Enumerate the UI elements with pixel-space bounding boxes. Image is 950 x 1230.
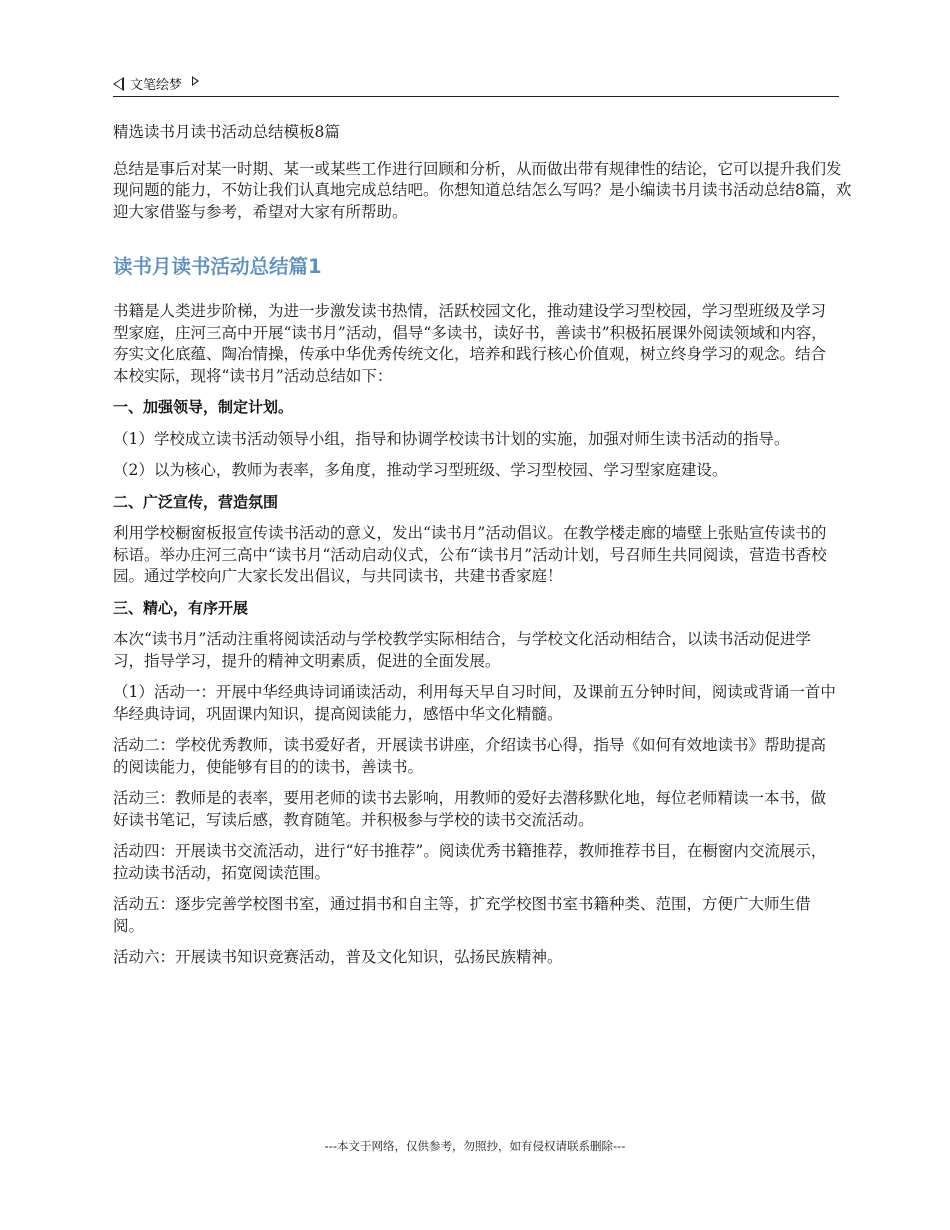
paragraph: 活动三：教师是的表率，要用老师的读书去影响，用教师的爱好去潜移默化地，每位老师精读一本书，做好读书笔记，写读后感，教育随笔。并积极参与学校的读书交流活动。	[113, 789, 827, 829]
paragraph: 活动六：开展读书知识竞赛活动，普及文化知识，弘扬民族精神。	[113, 948, 563, 966]
paragraph: （2）以为核心，教师为表率，多角度，推动学习型班级、学习型校园、学习型家庭建设。	[113, 461, 728, 479]
paragraph: 活动五：逐步完善学校图书室，通过捐书和自主等，扩充学校图书室书籍种类、范围，方便广大师生借阅。	[113, 895, 811, 935]
section-content	[113, 301, 839, 969]
paragraph: （1）学校成立读书活动领导小组，指导和协调学校读书计划的实施，加强对师生读书活动的指导。	[113, 429, 790, 448]
brand-text: 文笔绘梦	[130, 78, 183, 93]
section-title: 读书月读书活动总结篇1	[113, 255, 322, 278]
subheading: 二、广泛宣传，营造氛围	[113, 492, 279, 511]
triangle-left-icon	[113, 77, 124, 91]
paragraph: 活动四：开展读书交流活动，进行“好书推荐”。阅读优秀书籍推荐，教师推荐书目，在橱窗内交流展示，拉动读书活动，拓宽阅读范围。	[113, 842, 827, 882]
document-title: 精选读书月读书活动总结模板8篇	[113, 123, 340, 141]
header-brand	[113, 74, 199, 93]
document-body	[113, 122, 852, 979]
paragraph: （1）活动一：开展中华经典诗词诵读活动，利用每天早自习时间，及课前五分钟时间，阅读或背诵一首中华经典诗词，巩固课内知识，提高阅读能力，感悟中华文化精髓。	[113, 683, 836, 723]
paragraph: 书籍是人类进步阶梯，为进一步激发读书热情，活跃校园文化，推动建设学习型校园，学习型班级及学习型家庭，庄河三高中开展“读书月”活动，倡导“多读书，读好书，善读书”积极拓展课外阅读领域和内容，夯实文化底蕴、陶冶情操，传承中华优秀传统文化，培养和践行核心价值观，树立终身学习的观念。结合本校实际，现将“读书月”活动总结如下：	[113, 302, 827, 385]
paragraph: 活动二：学校优秀教师，读书爱好者，开展读书讲座，介绍读书心得，指导《如何有效地读书》帮助提高的阅读能力，使能够有目的的读书，善读书。	[113, 736, 827, 776]
subheading: 一、加强领导，制定计划。	[113, 398, 294, 416]
intro-paragraph: 总结是事后对某一时期、某一或某些工作进行回顾和分析，从而做出带有规律性的结论，它可以提升我们发现问题的能力，不妨让我们认真地完成总结吧。你想知道总结怎么写吗？是小编读书月读书活动总结8篇，欢迎大家借鉴与参考，希望对大家有所帮助。	[113, 159, 852, 221]
paragraph: 本次“读书月”活动注重将阅读活动与学校教学实际相结合，与学校文化活动相结合，以读书活动促进学习，指导学习，提升的精神文明素质，促进的全面发展。	[113, 630, 811, 670]
triangle-right-icon	[192, 76, 199, 86]
paragraph: 利用学校橱窗板报宣传读书活动的意义，发出“读书月”活动倡议。在教学楼走廊的墙壁上张贴宣传读书的标语。举办庄河三高中“读书月“活动启动仪式，公布“读书月”活动计划，号召师生共同阅读，营造书香校园。通过学校向广大家长发出倡议，与共同读书，共建书香家庭！	[113, 524, 827, 585]
page-header	[113, 72, 839, 97]
page-footer: ---本文于网络，仅供参考，勿照抄，如有侵权请联系删除---	[324, 1139, 626, 1153]
subheading: 三、精心，有序开展	[113, 598, 249, 617]
